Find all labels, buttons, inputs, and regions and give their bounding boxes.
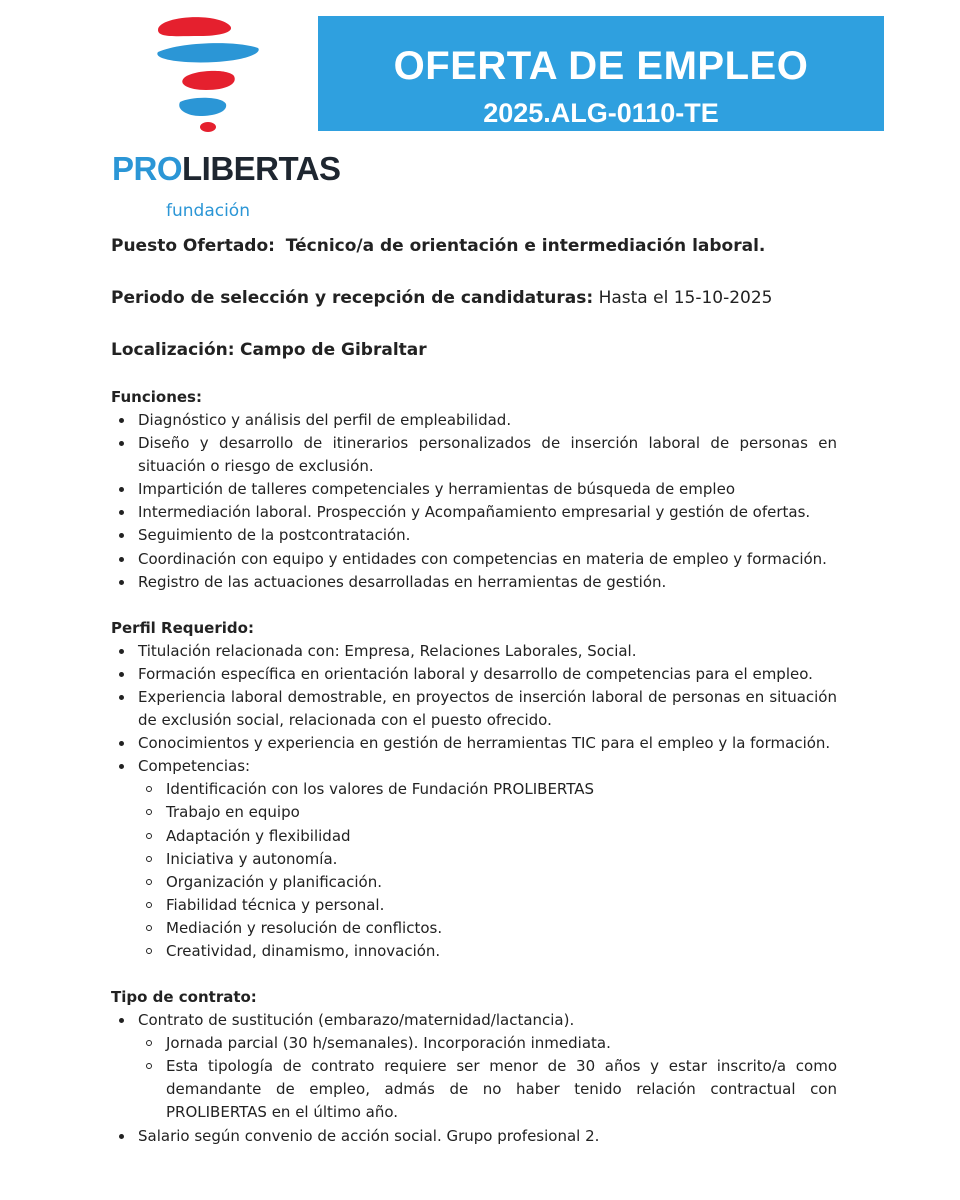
list-item: Iniciativa y autonomía. [138,848,837,871]
list-item: Intermediación laboral. Prospección y Acompañamiento empresarial y gestión de ofertas. [111,501,837,524]
offer-code: 2025.ALG-0110-TE [483,98,719,128]
perfil-list [111,640,837,963]
contrato-sublist [138,1032,837,1124]
salario-item: Salario según convenio de acción social. Grupo profesional 2. [111,1125,837,1148]
perfil-section [111,617,837,963]
list-item: Impartición de talleres competenciales y herramientas de búsqueda de empleo [111,478,837,501]
puesto-line [111,232,837,260]
offer-content [111,232,837,1148]
prolibertas-logo [100,14,341,221]
list-item: Trabajo en equipo [138,801,837,824]
contrato-title: Tipo de contrato: [111,988,257,1007]
banner-title: OFERTA DE EMPLEO [393,44,809,88]
prolibertas-symbol-icon [150,14,265,139]
funciones-section [111,386,837,594]
list-item: Seguimiento de la postcontratación. [111,524,837,547]
contrato-type: Contrato de sustitución (embarazo/maternidad/lactancia). [138,1011,575,1030]
periodo-value: Hasta el 15-10-2025 [598,288,773,308]
brand-name [112,150,341,188]
list-item: Titulación relacionada con: Empresa, Relaciones Laborales, Social. [111,640,837,663]
list-item: Coordinación con equipo y entidades con competencias en materia de empleo y formación. [111,548,837,571]
puesto-value: Técnico/a de orientación e intermediación laboral. [285,236,766,256]
list-item: Diagnóstico y análisis del perfil de empleabilidad. [111,409,837,432]
contrato-section [111,986,837,1148]
funciones-title: Funciones: [111,388,202,406]
perfil-title: Perfil Requerido: [111,618,254,637]
funciones-list [111,409,837,594]
brand-name-pro: PRO [112,150,183,187]
list-item: Diseño y desarrollo de itinerarios personalizados de inserción laboral de personas en situación o riesgo de exclusión. [111,432,837,478]
list-item: Mediación y resolución de conflictos. [138,917,837,940]
list-item: Adaptación y flexibilidad [138,825,837,848]
competencias-list [138,778,837,963]
list-item: Creatividad, dinamismo, innovación. [138,940,837,963]
competencias-label: Competencias: [138,757,251,776]
list-item: Organización y planificación. [138,871,837,894]
offer-banner [318,16,884,131]
contrato-item [111,1009,837,1124]
periodo-line [111,284,837,312]
list-item: Esta tipología de contrato requiere ser menor de 30 años y estar inscrito/a como demandante de empleo, admás de no haber tenido relación contractual con PROLIBERTAS en el último año. [138,1055,837,1124]
list-item: Identificación con los valores de Fundación PROLIBERTAS [138,778,837,801]
localizacion-label: Localización: [111,340,235,360]
contrato-list [111,1009,837,1148]
periodo-label: Periodo de selección y recepción de candidaturas: [111,288,594,308]
list-item: Jornada parcial (30 h/semanales). Incorporación inmediata. [138,1032,837,1055]
localizacion-line [111,336,837,364]
list-item: Registro de las actuaciones desarrolladas en herramientas de gestión. [111,571,837,594]
list-item: Formación específica en orientación laboral y desarrollo de competencias para el empleo. [111,663,837,686]
list-item: Conocimientos y experiencia en gestión de herramientas TIC para el empleo y la formación. [111,732,837,755]
brand-subtitle: fundación [166,201,250,221]
competencias-item [111,755,837,963]
list-item: Experiencia laboral demostrable, en proyectos de inserción laboral de personas en situación de exclusión social, relacionada con el puesto ofrecido. [111,686,837,732]
brand-name-rest: LIBERTAS [182,150,341,187]
localizacion-value: Campo de Gibraltar [239,340,427,360]
puesto-label: Puesto Ofertado: [111,236,275,256]
list-item: Fiabilidad técnica y personal. [138,894,837,917]
